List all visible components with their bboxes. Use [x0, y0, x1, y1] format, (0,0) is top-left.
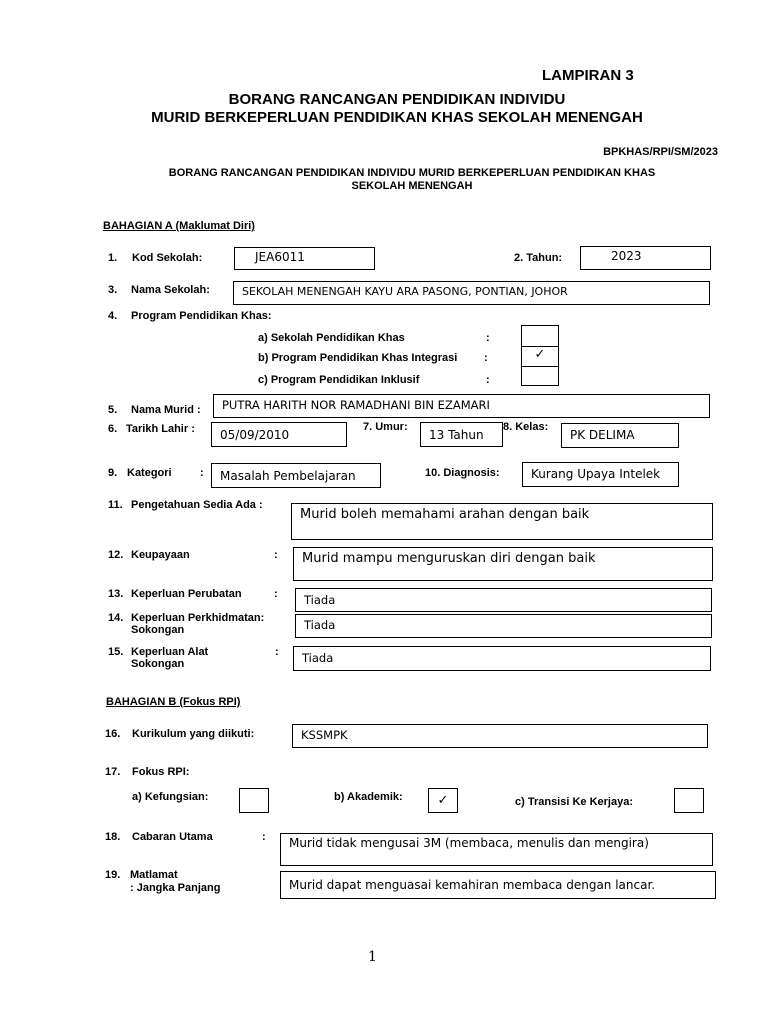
- fokus-label: Fokus RPI:: [132, 766, 190, 778]
- cabaran-label: Cabaran Utama: [132, 831, 213, 843]
- program-label: Program Pendidikan Khas:: [131, 310, 272, 322]
- perkhidmatan-label-line-2: Sokongan: [131, 624, 185, 636]
- umur-label: 7. Umur:: [363, 421, 408, 433]
- item-5-number: 5.: [108, 404, 118, 416]
- kategori-colon: :: [200, 467, 204, 479]
- matlamat-label-line-1: Matlamat: [130, 869, 178, 881]
- section-a-heading: BAHAGIAN A (Maklumat Diri): [103, 220, 255, 232]
- alat-label-line-1: Keperluan Alat: [131, 646, 209, 658]
- kod-sekolah-label: Kod Sekolah:: [132, 252, 203, 264]
- item-14-number: 14.: [108, 612, 124, 624]
- program-option-b-checkbox[interactable]: ✓: [521, 346, 559, 367]
- item-4-number: 4.: [108, 310, 118, 322]
- matlamat-field[interactable]: Murid dapat menguasai kemahiran membaca dengan lancar.: [280, 871, 716, 899]
- keupayaan-field[interactable]: Murid mampu menguruskan diri dengan baik: [293, 547, 713, 581]
- item-18-number: 18.: [105, 831, 121, 843]
- tarikh-lahir-field[interactable]: 05/09/2010: [211, 422, 347, 447]
- perubatan-label: Keperluan Perubatan: [131, 588, 242, 600]
- program-option-b-colon: :: [484, 352, 488, 364]
- nama-sekolah-label: Nama Sekolah:: [131, 284, 210, 296]
- title-line-2: MURID BERKEPERLUAN PENDIDIKAN KHAS SEKOLAH MENENGAH: [151, 109, 643, 126]
- item-15-number: 15.: [108, 646, 124, 658]
- alat-colon: :: [275, 646, 279, 658]
- program-option-a-colon: :: [486, 332, 490, 344]
- subtitle-line-2: SEKOLAH MENENGAH: [351, 180, 473, 192]
- perubatan-field[interactable]: Tiada: [295, 588, 712, 612]
- cabaran-field[interactable]: Murid tidak mengusai 3M (membaca, menulis dan mengira): [280, 833, 713, 866]
- kategori-field[interactable]: Masalah Pembelajaran: [211, 463, 381, 488]
- item-19-number: 19.: [105, 869, 121, 881]
- page-number: 1: [368, 949, 377, 965]
- program-option-c-label: c) Program Pendidikan Inklusif: [258, 374, 420, 386]
- item-16-number: 16.: [105, 728, 121, 740]
- perubatan-colon: :: [274, 588, 278, 600]
- kelas-label: 8. Kelas:: [503, 421, 549, 433]
- item-12-number: 12.: [108, 549, 124, 561]
- keupayaan-label: Keupayaan: [131, 549, 190, 561]
- kefungsian-checkbox[interactable]: [239, 788, 269, 813]
- program-option-c-checkbox[interactable]: [521, 366, 559, 386]
- item-3-number: 3.: [108, 284, 118, 296]
- item-11-number: 11.: [108, 499, 123, 511]
- item-6-number: 6.: [108, 423, 118, 435]
- tahun-field[interactable]: 2023: [580, 246, 711, 270]
- tahun-label: 2. Tahun:: [514, 252, 563, 264]
- tarikh-lahir-label: Tarikh Lahir :: [126, 423, 195, 435]
- lampiran-label: LAMPIRAN 3: [542, 67, 634, 84]
- nama-sekolah-field[interactable]: SEKOLAH MENENGAH KAYU ARA PASONG, PONTIAN, JOHOR: [233, 281, 710, 305]
- kurikulum-label: Kurikulum yang diikuti:: [132, 728, 255, 740]
- program-option-a-checkbox[interactable]: [521, 325, 559, 347]
- item-17-number: 17.: [105, 766, 121, 778]
- item-1-number: 1.: [108, 252, 118, 264]
- cabaran-colon: :: [262, 831, 266, 843]
- section-b-heading: BAHAGIAN B (Fokus RPI): [106, 696, 241, 708]
- umur-field[interactable]: 13 Tahun: [420, 422, 503, 447]
- kelas-field[interactable]: PK DELIMA: [561, 423, 679, 448]
- akademik-label: b) Akademik:: [334, 791, 403, 803]
- matlamat-label-line-2: : Jangka Panjang: [130, 882, 221, 894]
- pengetahuan-label: Pengetahuan Sedia Ada :: [131, 499, 263, 511]
- program-option-b-label: b) Program Pendidikan Khas Integrasi: [258, 352, 458, 364]
- transisi-label: c) Transisi Ke Kerjaya:: [515, 796, 634, 808]
- alat-label-line-2: Sokongan: [131, 658, 185, 670]
- pengetahuan-field[interactable]: Murid boleh memahami arahan dengan baik: [291, 503, 713, 540]
- nama-murid-label: Nama Murid :: [131, 404, 201, 416]
- keupayaan-colon: :: [274, 549, 278, 561]
- diagnosis-label: 10. Diagnosis:: [425, 467, 500, 479]
- kefungsian-label: a) Kefungsian:: [132, 791, 209, 803]
- program-option-a-label: a) Sekolah Pendidikan Khas: [258, 332, 405, 344]
- kurikulum-field[interactable]: KSSMPK: [292, 724, 708, 748]
- title-line-1: BORANG RANCANGAN PENDIDIKAN INDIVIDU: [228, 91, 566, 108]
- item-13-number: 13.: [108, 588, 124, 600]
- perkhidmatan-label-line-1: Keperluan Perkhidmatan:: [131, 612, 265, 624]
- kategori-label: Kategori: [127, 467, 172, 479]
- nama-murid-field[interactable]: PUTRA HARITH NOR RAMADHANI BIN EZAMARI: [213, 394, 710, 418]
- form-code: BPKHAS/RPI/SM/2023: [603, 146, 718, 158]
- program-option-c-colon: :: [486, 374, 490, 386]
- alat-field[interactable]: Tiada: [293, 646, 711, 671]
- item-9-number: 9.: [108, 467, 118, 479]
- subtitle-line-1: BORANG RANCANGAN PENDIDIKAN INDIVIDU MURID BERKEPERLUAN PENDIDIKAN KHAS: [168, 167, 656, 179]
- diagnosis-field[interactable]: Kurang Upaya Intelek: [522, 462, 679, 487]
- perkhidmatan-field[interactable]: Tiada: [295, 614, 712, 638]
- kod-sekolah-field[interactable]: JEA6011: [234, 247, 375, 270]
- transisi-checkbox[interactable]: [674, 788, 704, 813]
- akademik-checkbox[interactable]: ✓: [428, 788, 458, 813]
